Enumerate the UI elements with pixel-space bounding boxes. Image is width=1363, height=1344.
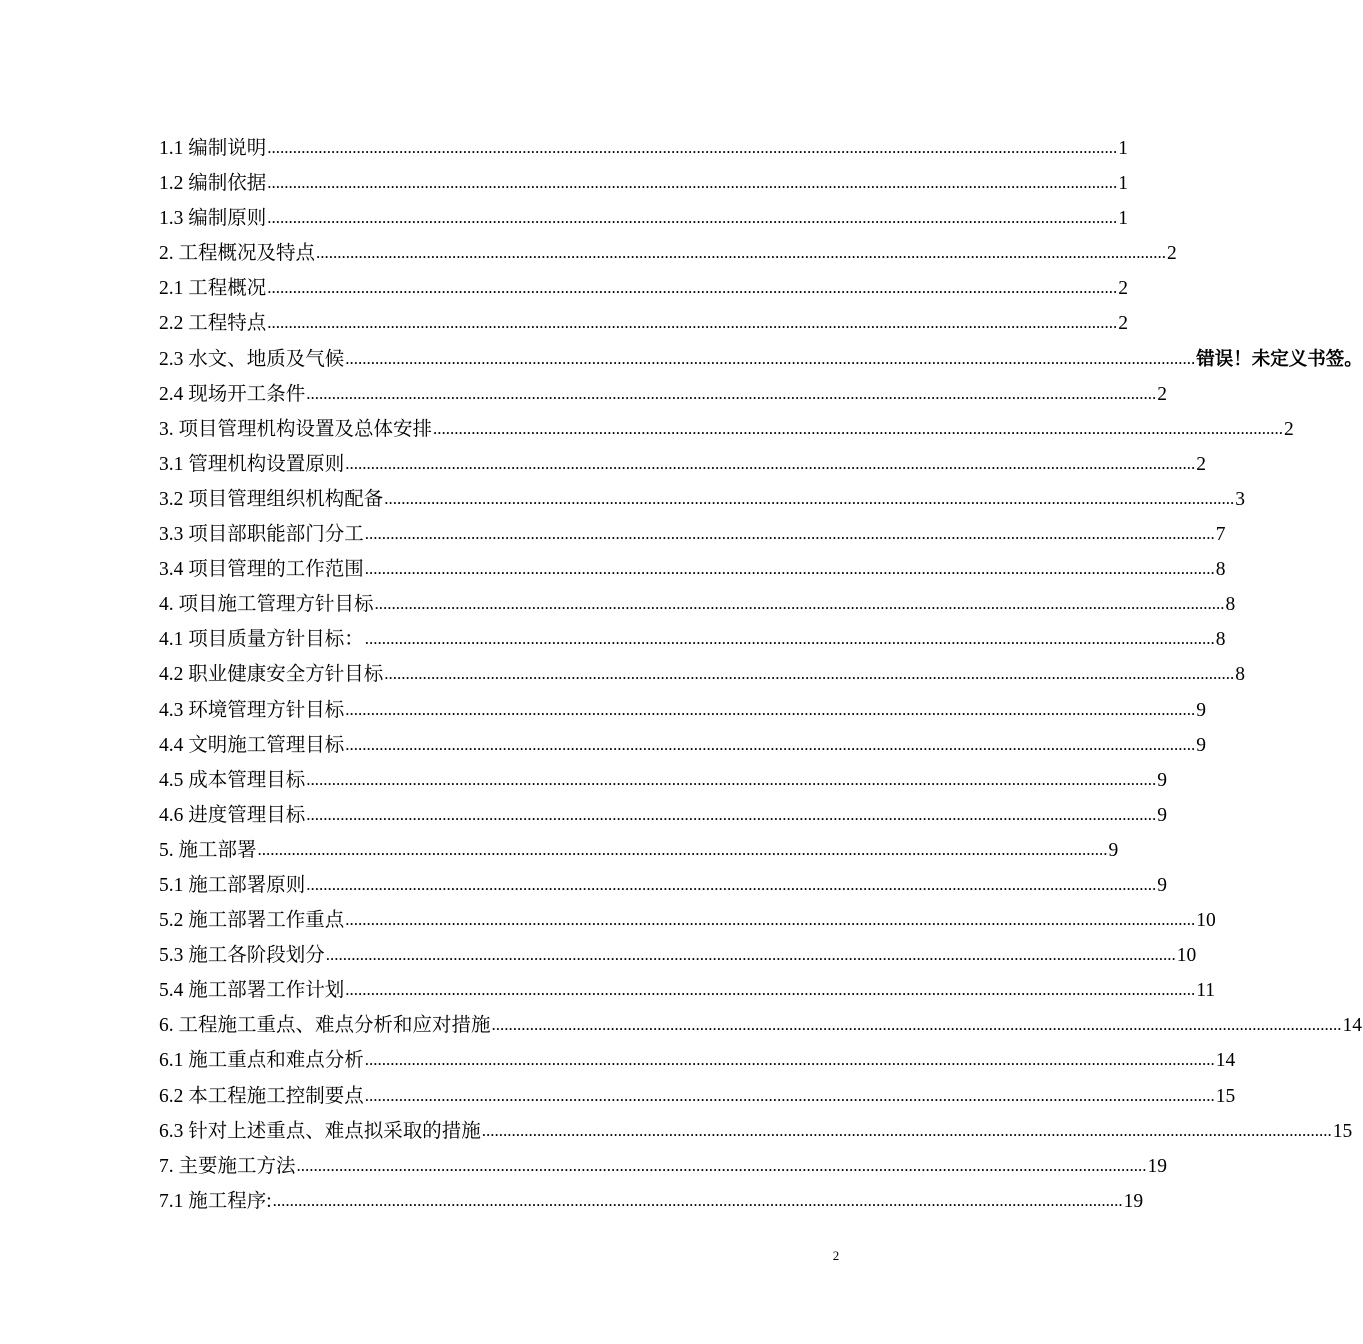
toc-entry-label: 2.2 工程特点 (159, 313, 267, 335)
toc-entry[interactable] (159, 236, 1177, 271)
toc-entry[interactable] (159, 763, 1168, 798)
toc-entry[interactable] (159, 377, 1168, 412)
toc-entry-label: 6. 工程施工重点、难点分析和应对措施 (159, 1015, 491, 1037)
toc-leader-dots: ........................................................................................................................................................................................................ (364, 524, 1215, 544)
toc-entry-label: 4.4 文明施工管理目标 (159, 734, 345, 756)
toc-entry[interactable] (159, 728, 1207, 763)
toc-leader-dots: ........................................................................................................................................................................................................ (272, 1190, 1123, 1210)
toc-entry-page: 9 (1157, 769, 1168, 791)
toc-leader-dots: ........................................................................................................................................................................................................ (345, 734, 1196, 754)
toc-entry-label: 2. 工程概况及特点 (159, 243, 316, 265)
toc-leader-dots: ........................................................................................................................................................................................................ (345, 699, 1196, 719)
toc-entry[interactable] (159, 798, 1168, 833)
toc-entry-label: 6.1 施工重点和难点分析 (159, 1050, 364, 1072)
toc-leader-dots: ........................................................................................................................................................................................................ (267, 138, 1118, 157)
toc-entry[interactable] (159, 306, 1129, 341)
toc-entry-label: 1.2 编制依据 (159, 173, 267, 195)
toc-entry-label: 5.1 施工部署原则 (159, 874, 306, 896)
toc-entry-page: 9 (1157, 874, 1168, 896)
toc-entry-label: 4.5 成本管理目标 (159, 769, 306, 791)
toc-leader-dots: ........................................................................................................................................................................................................ (296, 1155, 1147, 1175)
toc-entry-page: 1 (1118, 208, 1129, 230)
toc-entry-page: 1 (1118, 138, 1129, 159)
toc-entry-page: 14 (1342, 1015, 1363, 1037)
toc-entry-page: 9 (1196, 699, 1207, 721)
toc-entry-label: 3.4 项目管理的工作范围 (159, 559, 364, 581)
toc-entry[interactable] (159, 833, 1119, 868)
toc-leader-dots: ........................................................................................................................................................................................................ (384, 664, 1235, 684)
toc-entry[interactable] (159, 868, 1168, 903)
toc-entry-page: 8 (1215, 629, 1226, 651)
toc-entry-page: 2 (1157, 383, 1168, 405)
toc-entry[interactable] (159, 342, 1363, 377)
toc-entry[interactable] (159, 938, 1197, 973)
toc-entry[interactable] (159, 166, 1129, 201)
toc-entry-error-text: 错误！未定义书签。 (1196, 348, 1363, 370)
toc-entry-page: 9 (1108, 839, 1119, 861)
toc-leader-dots: ........................................................................................................................................................................................................ (364, 629, 1215, 649)
toc-leader-dots: ........................................................................................................................................................................................................ (345, 453, 1196, 473)
toc-entry-page: 9 (1196, 734, 1207, 756)
toc-entry-page: 14 (1215, 1050, 1236, 1072)
toc-entry-page: 19 (1123, 1190, 1144, 1212)
toc-entry-page: 10 (1176, 945, 1197, 967)
toc-entry-label: 4.6 进度管理目标 (159, 804, 306, 826)
table-of-contents (159, 131, 1363, 1219)
toc-entry-page: 2 (1196, 453, 1207, 475)
toc-entry-page: 19 (1147, 1155, 1168, 1177)
toc-leader-dots: ........................................................................................................................................................................................................ (306, 874, 1157, 894)
toc-entry-page: 8 (1225, 594, 1236, 616)
toc-entry-label: 3.3 项目部职能部门分工 (159, 524, 364, 546)
toc-entry[interactable] (159, 482, 1246, 517)
toc-entry[interactable] (159, 587, 1236, 622)
toc-leader-dots: ........................................................................................................................................................................................................ (306, 383, 1157, 403)
toc-entry[interactable] (159, 973, 1216, 1008)
toc-entry-page: 8 (1215, 559, 1226, 581)
toc-leader-dots: ........................................................................................................................................................................................................ (364, 1050, 1215, 1070)
toc-entry[interactable] (159, 552, 1226, 587)
toc-entry[interactable] (159, 903, 1216, 938)
toc-leader-dots: ........................................................................................................................................................................................................ (325, 945, 1176, 965)
toc-leader-dots: ........................................................................................................................................................................................................ (267, 173, 1118, 193)
toc-leader-dots: ........................................................................................................................................................................................................ (364, 1085, 1215, 1105)
toc-entry-page: 15 (1332, 1120, 1353, 1142)
toc-entry-label: 1.1 编制说明 (159, 138, 267, 159)
toc-entry-label: 5. 施工部署 (159, 839, 257, 861)
toc-entry-page: 15 (1215, 1085, 1236, 1107)
toc-leader-dots: ........................................................................................................................................................................................................ (306, 804, 1157, 824)
toc-entry[interactable] (159, 693, 1207, 728)
toc-entry-label: 1.3 编制原则 (159, 208, 267, 230)
toc-entry[interactable] (159, 201, 1129, 236)
toc-entry-label: 2.3 水文、地质及气候 (159, 348, 345, 370)
toc-entry-label: 5.4 施工部署工作计划 (159, 980, 345, 1002)
toc-entry[interactable] (159, 1043, 1236, 1078)
toc-entry-label: 6.3 针对上述重点、难点拟采取的措施 (159, 1120, 481, 1142)
toc-leader-dots: ........................................................................................................................................................................................................ (267, 208, 1118, 228)
toc-leader-dots: ........................................................................................................................................................................................................ (374, 594, 1225, 614)
toc-leader-dots: ........................................................................................................................................................................................................ (306, 769, 1157, 789)
toc-entry[interactable] (159, 271, 1129, 306)
toc-entry[interactable] (159, 1079, 1236, 1114)
toc-entry[interactable] (159, 412, 1294, 447)
toc-entry-label: 2.4 现场开工条件 (159, 383, 306, 405)
toc-entry-label: 4.2 职业健康安全方针目标 (159, 664, 384, 686)
toc-entry[interactable] (159, 1114, 1353, 1149)
toc-entry-label: 5.2 施工部署工作重点 (159, 910, 345, 932)
toc-entry-label: 4.3 环境管理方针目标 (159, 699, 345, 721)
toc-leader-dots: ........................................................................................................................................................................................................ (345, 910, 1196, 930)
toc-leader-dots: ........................................................................................................................................................................................................ (364, 559, 1215, 579)
toc-entry-page: 3 (1235, 488, 1246, 510)
toc-entry-page: 2 (1118, 313, 1129, 335)
toc-leader-dots: ........................................................................................................................................................................................................ (491, 1015, 1342, 1035)
toc-entry-label: 3. 项目管理机构设置及总体安排 (159, 418, 433, 440)
toc-entry[interactable] (159, 657, 1246, 692)
toc-entry-page: 2 (1284, 418, 1294, 440)
toc-entry-label: 6.2 本工程施工控制要点 (159, 1085, 364, 1107)
toc-entry-page: 10 (1196, 910, 1216, 932)
toc-entry-label: 2.1 工程概况 (159, 278, 267, 300)
toc-entry-page: 9 (1157, 804, 1168, 826)
toc-leader-dots: ........................................................................................................................................................................................................ (345, 980, 1196, 1000)
toc-entry-label: 7. 主要施工方法 (159, 1155, 296, 1177)
toc-leader-dots: ........................................................................................................................................................................................................ (345, 348, 1196, 368)
toc-entry-page: 2 (1167, 243, 1177, 265)
toc-leader-dots: ........................................................................................................................................................................................................ (267, 278, 1118, 298)
toc-leader-dots: ........................................................................................................................................................................................................ (316, 243, 1167, 263)
toc-entry-label: 5.3 施工各阶段划分 (159, 945, 325, 967)
toc-entry[interactable] (159, 447, 1207, 482)
toc-entry-page: 1 (1118, 173, 1129, 195)
toc-entry[interactable] (159, 1008, 1363, 1043)
toc-entry[interactable] (159, 131, 1129, 166)
toc-entry[interactable] (159, 1184, 1144, 1219)
toc-entry-label: 7.1 施工程序: (159, 1190, 272, 1212)
toc-entry-page: 11 (1196, 980, 1216, 1002)
toc-entry[interactable] (159, 622, 1226, 657)
toc-leader-dots: ........................................................................................................................................................................................................ (257, 839, 1108, 859)
toc-entry[interactable] (159, 1149, 1168, 1184)
toc-entry[interactable] (159, 517, 1226, 552)
toc-entry-label: 3.1 管理机构设置原则 (159, 453, 345, 475)
toc-leader-dots: ........................................................................................................................................................................................................ (481, 1120, 1332, 1140)
toc-entry-label: 4. 项目施工管理方针目标 (159, 594, 374, 616)
toc-entry-page: 2 (1118, 278, 1129, 300)
toc-entry-page: 7 (1215, 524, 1226, 546)
toc-entry-page: 8 (1235, 664, 1246, 686)
toc-leader-dots: ........................................................................................................................................................................................................ (267, 313, 1118, 333)
toc-leader-dots: ........................................................................................................................................................................................................ (433, 418, 1284, 438)
page-number: 2 (832, 1248, 840, 1263)
toc-entry-label: 4.1 项目质量方针目标： (159, 629, 364, 651)
toc-leader-dots: ........................................................................................................................................................................................................ (384, 488, 1235, 508)
toc-entry-label: 3.2 项目管理组织机构配备 (159, 488, 384, 510)
